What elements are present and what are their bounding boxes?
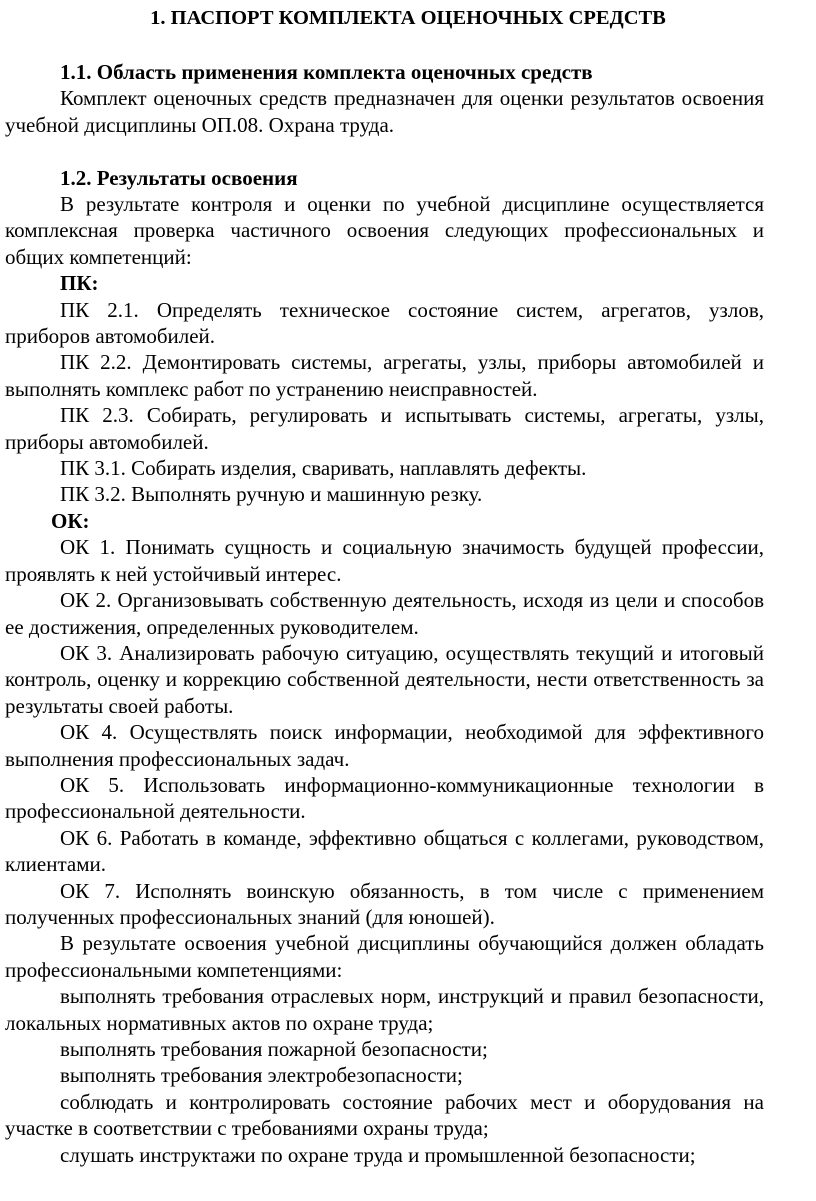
pk-item: ПК 2.2. Демонтировать системы, агрегаты, узлы, приборы автомобилей и выполнять комплекс работ по устранению неисправностей. (5, 350, 764, 401)
pk-item: ПК 2.1. Определять техническое состояние систем, агрегатов, узлов, приборов автомобилей. (5, 297, 764, 349)
ok-item: ОК 1. Понимать сущность и социальную значимость будущей профессии, проявлять к ней устойчивый интерес. (5, 535, 764, 586)
section-1-2-intro: В результате контроля и оценки по учебной дисциплине осуществляется комплексная проверка частичного освоения следующих профессиональных и общих компетенций: (5, 192, 764, 269)
ok-item: ОК 3. Анализировать рабочую ситуацию, осуществлять текущий и итоговый контроль, оценку и коррекцию собственной деятельности, нести ответственность за результаты своей работы. (5, 640, 764, 718)
ok-heading: ОК: (51, 508, 90, 533)
ok-item: ОК 4. Осуществлять поиск информации, необходимой для эффективного выполнения профессиональных задач. (5, 720, 764, 771)
pk-item: ПК 3.1. Собирать изделия, сваривать, наплавлять дефекты. (60, 456, 587, 481)
document-body (5, 59, 764, 1168)
ok-item: ОК 7. Исполнять воинскую обязанность, в том числе с применением полученных профессиональных знаний (для юношей). (5, 878, 764, 929)
ok-item: ОК 6. Работать в команде, эффективно общаться с коллегами, руководством, клиентами. (5, 825, 764, 877)
section-1-1-text: Комплект оценочных средств предназначен для оценки результатов освоения учебной дисциплины ОП.08. Охрана труда. (5, 86, 764, 137)
outcome-item: слушать инструктажи по охране труда и промышленной безопасности; (60, 1142, 696, 1167)
section-1-2-heading: 1.2. Результаты освоения (60, 165, 298, 190)
outcome-item: выполнять требования отраслевых норм, инструкций и правил безопасности, локальных нормативных актов по охране труда; (5, 984, 764, 1035)
section-1-1-heading: 1.1. Область применения комплекта оценочных средств (60, 60, 593, 84)
outcome-item: выполнять требования электробезопасности; (60, 1063, 463, 1088)
outcome-item: соблюдать и контролировать состояние рабочих мест и оборудования на участке в соответствии с требованиями охраны труда; (5, 1089, 764, 1141)
pk-item: ПК 2.3. Собирать, регулировать и испытывать системы, агрегаты, узлы, приборы автомобилей. (5, 403, 764, 454)
outcome-intro: В результате освоения учебной дисциплины обучающийся должен обладать профессиональными компетенциями: (5, 931, 764, 982)
ok-item: ОК 5. Использовать информационно-коммуникационные технологии в профессиональной деятельности. (5, 772, 764, 824)
outcome-item: выполнять требования пожарной безопасности; (60, 1037, 488, 1062)
pk-heading: ПК: (60, 271, 99, 296)
pk-item: ПК 3.2. Выполнять ручную и машинную резку. (60, 482, 483, 507)
ok-item: ОК 2. Организовывать собственную деятельность, исходя из цели и способов ее достижения, определенных руководителем. (5, 588, 764, 639)
paragraph-spacer (5, 138, 764, 164)
document-title: 1. ПАСПОРТ КОМПЛЕКТА ОЦЕНОЧНЫХ СРЕДСТВ (150, 7, 666, 29)
